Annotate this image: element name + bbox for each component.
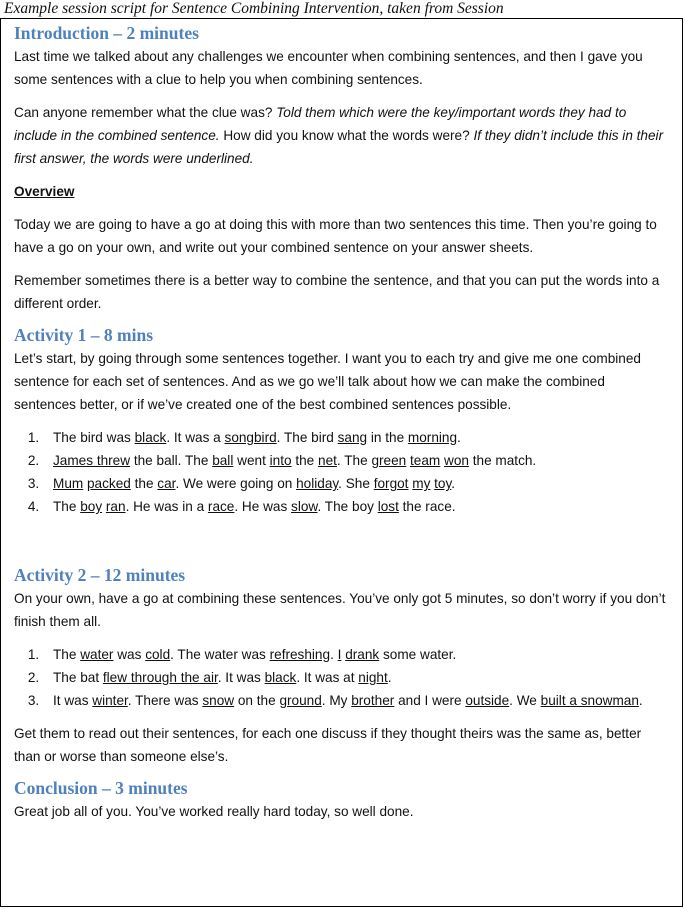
sentence-text: The <box>53 647 81 662</box>
introduction-paragraph-1: Last time we talked about any challenges we encounter when combining sentences, and then I gave you some sentences with a clue to help you when combining sentences. <box>14 49 643 87</box>
figure-caption: Example session script for Sentence Combining Intervention, taken from Session <box>4 0 504 17</box>
sentence-text: . My <box>321 693 352 708</box>
question-text: How did you know what the words were? <box>219 128 474 143</box>
key-word: into <box>269 453 292 468</box>
sentence-text: The bird was <box>53 430 135 445</box>
key-word: team <box>410 453 441 468</box>
sentence-text: . The water was <box>170 647 270 662</box>
sentence-text: some water. <box>379 647 457 662</box>
sentence-text: . We <box>509 693 541 708</box>
activity-1-sentence-list <box>14 426 668 518</box>
sentence-text: on the <box>234 693 280 708</box>
conclusion-heading: Conclusion – 3 minutes <box>14 778 188 798</box>
sentence-text: the match. <box>468 453 537 468</box>
sentence-text: the ball. The <box>130 453 213 468</box>
sentence-text: the <box>291 453 319 468</box>
activity-1-heading: Activity 1 – 8 mins <box>14 325 154 345</box>
sentence-text: the <box>130 476 158 491</box>
conclusion-paragraph: Great job all of you. You’ve worked really hard today, so well done. <box>14 804 414 819</box>
key-word: ground <box>279 693 322 708</box>
sentence-text: . It was a <box>166 430 225 445</box>
activity-2-heading: Activity 2 – 12 minutes <box>14 565 186 585</box>
sentence-text: . He was in a <box>125 499 208 514</box>
key-word: I <box>337 647 342 662</box>
sentence-item <box>43 666 668 689</box>
sentence-text: . <box>451 476 456 491</box>
key-word: cold <box>145 647 171 662</box>
sentence-text: . It was at <box>296 670 359 685</box>
key-word: outside <box>465 693 510 708</box>
sentence-text: . He was <box>234 499 292 514</box>
key-word: ran <box>105 499 126 514</box>
activity-2-paragraph-1: On your own, have a go at combining these sentences. You’ve only got 5 minutes, so don’t worry if you don’t finish them all. <box>14 591 666 629</box>
introduction-heading: Introduction – 2 minutes <box>14 23 199 43</box>
key-word: built a snowman <box>540 693 639 708</box>
key-word: brother <box>351 693 395 708</box>
key-word: race <box>207 499 235 514</box>
sentence-text: . <box>330 647 338 662</box>
key-word: songbird <box>224 430 277 445</box>
question-text: Can anyone remember what the clue was? <box>14 105 277 120</box>
activity-2-sentence-list <box>14 643 668 712</box>
sentence-text: in the <box>367 430 408 445</box>
sentence-text: . The bird <box>276 430 338 445</box>
sentence-text: . There was <box>127 693 203 708</box>
key-word: packed <box>87 476 131 491</box>
sentence-text: . We were going on <box>175 476 297 491</box>
sentence-item <box>43 449 668 472</box>
key-word: slow <box>291 499 318 514</box>
key-word: drank <box>345 647 380 662</box>
key-word: car <box>157 476 176 491</box>
key-word: snow <box>202 693 235 708</box>
sentence-text: It was <box>53 693 93 708</box>
key-word: James threw <box>53 453 131 468</box>
sentence-text: . <box>387 670 392 685</box>
key-word: won <box>444 453 469 468</box>
sentence-text: . <box>638 693 643 708</box>
sentence-item <box>43 643 668 666</box>
activity-1-paragraph: Let’s start, by going through some sentences together. I want you to each try and give me one combined sentence for each set of sentences. And as we go we’ll talk about how we can make the combined sentences better, or if we’ve created one of the best combined sentences possible. <box>14 351 641 412</box>
key-word: morning <box>407 430 458 445</box>
key-word: Mum <box>53 476 84 491</box>
key-word: black <box>264 670 297 685</box>
key-word: sang <box>337 430 368 445</box>
sentence-text: went <box>233 453 270 468</box>
key-word: flew through the air <box>102 670 218 685</box>
key-word: water <box>80 647 114 662</box>
key-word: my <box>412 476 431 491</box>
session-script-box <box>0 18 683 907</box>
sentence-item <box>43 495 668 518</box>
sentence-text: and I were <box>394 693 466 708</box>
sentence-text: was <box>113 647 146 662</box>
key-word: green <box>371 453 407 468</box>
key-word: toy <box>434 476 452 491</box>
key-word: holiday <box>296 476 339 491</box>
key-word: black <box>134 430 167 445</box>
key-word: boy <box>80 499 103 514</box>
key-word: refreshing <box>269 647 331 662</box>
sentence-text: . The <box>336 453 372 468</box>
key-word: net <box>318 453 337 468</box>
sentence-text: . <box>457 430 461 445</box>
sentence-item <box>43 472 668 495</box>
overview-label: Overview <box>14 184 75 199</box>
key-word: winter <box>92 693 128 708</box>
activity-2-paragraph-2: Get them to read out their sentences, for each one discuss if they thought theirs was the same as, better than or worse than someone else’s. <box>14 726 642 764</box>
key-word: night <box>358 670 388 685</box>
sentence-item <box>43 689 668 712</box>
sentence-text: . The boy <box>317 499 378 514</box>
key-word: forgot <box>373 476 409 491</box>
key-word: lost <box>377 499 399 514</box>
key-word: ball <box>212 453 234 468</box>
sentence-text: . It was <box>217 670 265 685</box>
overview-paragraph-2: Remember sometimes there is a better way to combine the sentence, and that you can put the words into a different order. <box>14 273 660 311</box>
sentence-text: The bat <box>53 670 103 685</box>
sentence-text: The <box>53 499 81 514</box>
instruction-note: If they didn’t include this in their first answer, the words were underlined. <box>14 128 664 166</box>
introduction-paragraph-2 <box>14 101 668 170</box>
sentence-text: the race. <box>398 499 456 514</box>
sentence-text: . She <box>338 476 374 491</box>
sentence-item <box>43 426 668 449</box>
overview-paragraph-1: Today we are going to have a go at doing this with more than two sentences this time. Then you’re going to have a go on your own, and write out your combined sentence on your answer sheets. <box>14 217 657 255</box>
instruction-note: Told them which were the key/important words they had to include in the combined sentence. <box>14 105 627 143</box>
